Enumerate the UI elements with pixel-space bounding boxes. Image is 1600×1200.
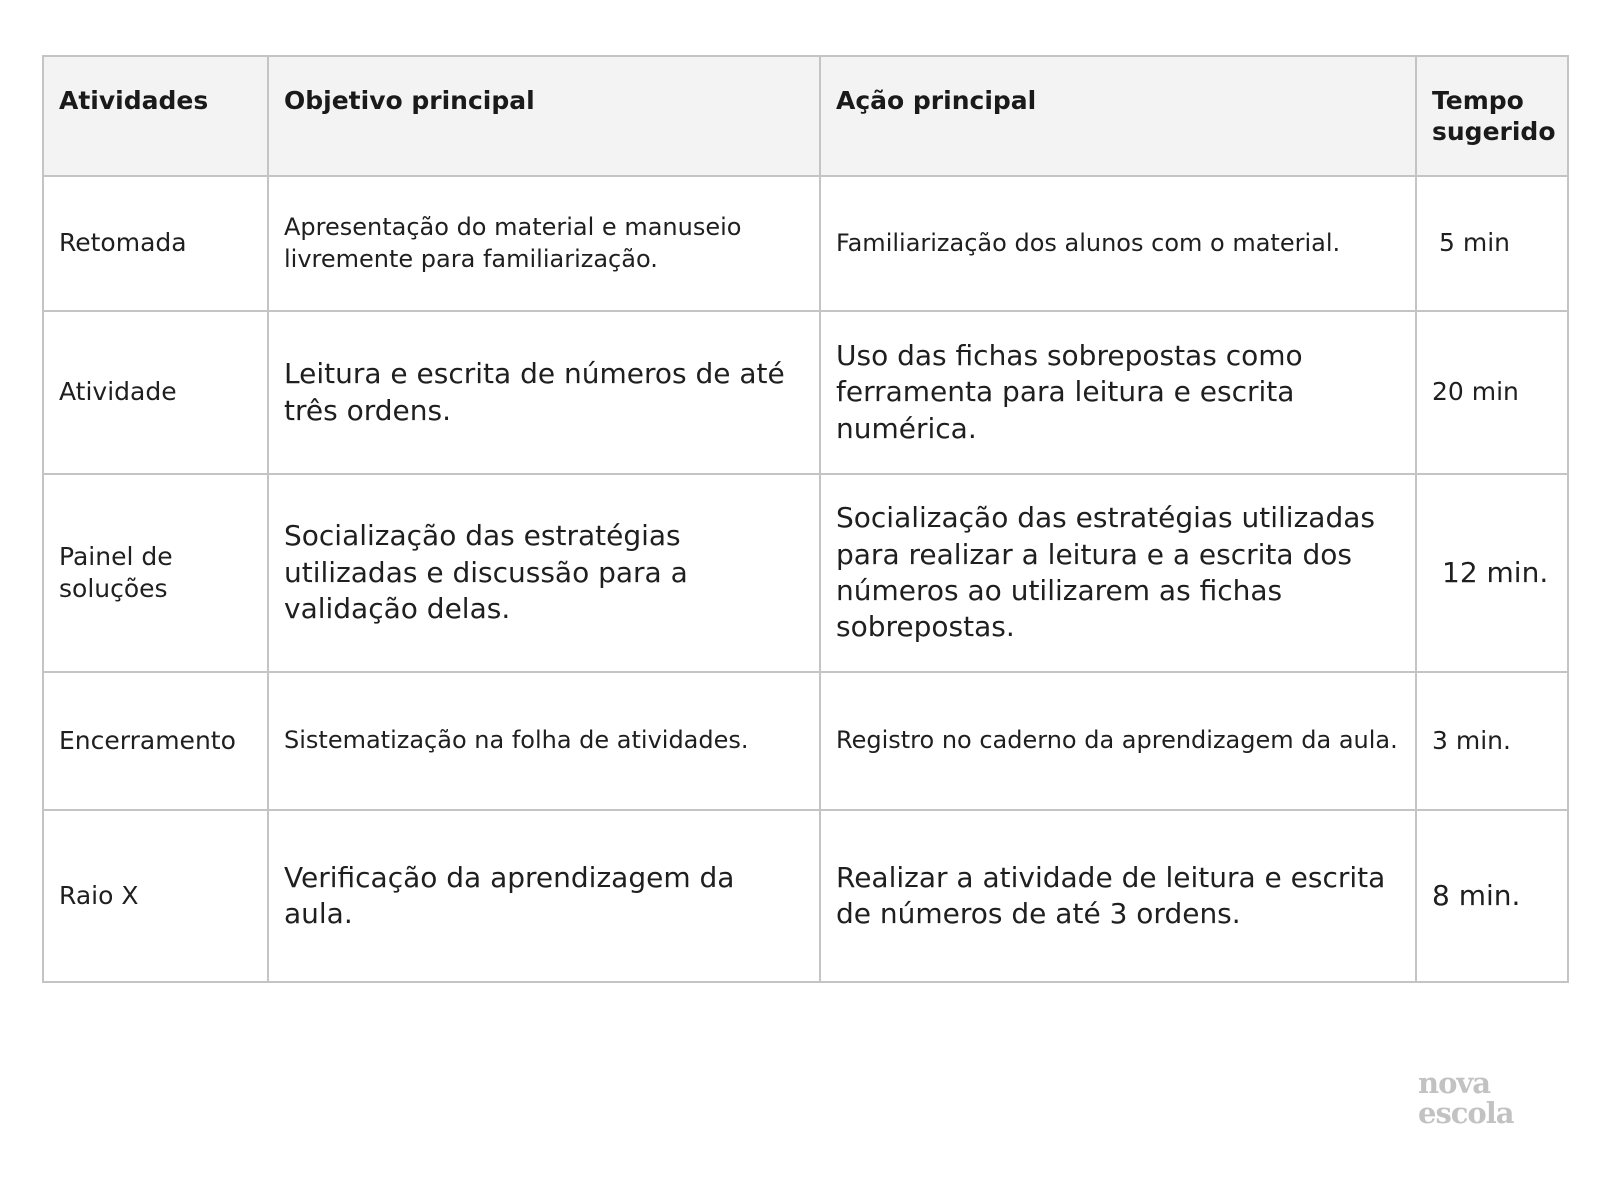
- cell-tempo: 20 min: [1416, 311, 1568, 474]
- cell-objetivo: Leitura e escrita de números de até três ordens.: [268, 311, 820, 474]
- cell-tempo: 8 min.: [1416, 810, 1568, 982]
- cell-acao: Registro no caderno da aprendizagem da aula.: [820, 672, 1416, 810]
- header-atividades: Atividades: [43, 56, 268, 176]
- cell-atividade: Painel de soluções: [43, 474, 268, 672]
- cell-atividade: Raio X: [43, 810, 268, 982]
- cell-atividade: Encerramento: [43, 672, 268, 810]
- header-tempo-sugerido: Tempo sugerido: [1416, 56, 1568, 176]
- cell-tempo: 5 min: [1416, 176, 1568, 311]
- table-row: [43, 474, 1568, 672]
- table-row: [43, 810, 1568, 982]
- cell-objetivo: Apresentação do material e manuseio livremente para familiarização.: [268, 176, 820, 311]
- cell-objetivo: Socialização das estratégias utilizadas e discussão para a validação delas.: [268, 474, 820, 672]
- cell-tempo: 3 min.: [1416, 672, 1568, 810]
- cell-acao: Uso das fichas sobrepostas como ferramenta para leitura e escrita numérica.: [820, 311, 1416, 474]
- cell-acao: Realizar a atividade de leitura e escrita de números de até 3 ordens.: [820, 810, 1416, 982]
- cell-acao: Familiarização dos alunos com o material.: [820, 176, 1416, 311]
- table-body: [43, 176, 1568, 982]
- cell-objetivo: Sistematização na folha de atividades.: [268, 672, 820, 810]
- header-acao-principal: Ação principal: [820, 56, 1416, 176]
- logo-line-nova: nova: [1418, 1066, 1491, 1100]
- cell-objetivo: Verificação da aprendizagem da aula.: [268, 810, 820, 982]
- cell-acao: Socialização das estratégias utilizadas para realizar a leitura e a escrita dos números ao utilizarem as fichas sobrepostas.: [820, 474, 1416, 672]
- table-row: [43, 311, 1568, 474]
- table-header: [43, 56, 1568, 176]
- lesson-plan-table: [42, 55, 1569, 983]
- cell-atividade: Retomada: [43, 176, 268, 311]
- nova-escola-logo: [1418, 1068, 1538, 1128]
- table-row: [43, 672, 1568, 810]
- cell-tempo: 12 min.: [1416, 474, 1568, 672]
- logo-line-escola: escola: [1418, 1096, 1514, 1130]
- table-row: [43, 176, 1568, 311]
- header-row: [43, 56, 1568, 176]
- cell-atividade: Atividade: [43, 311, 268, 474]
- header-objetivo-principal: Objetivo principal: [268, 56, 820, 176]
